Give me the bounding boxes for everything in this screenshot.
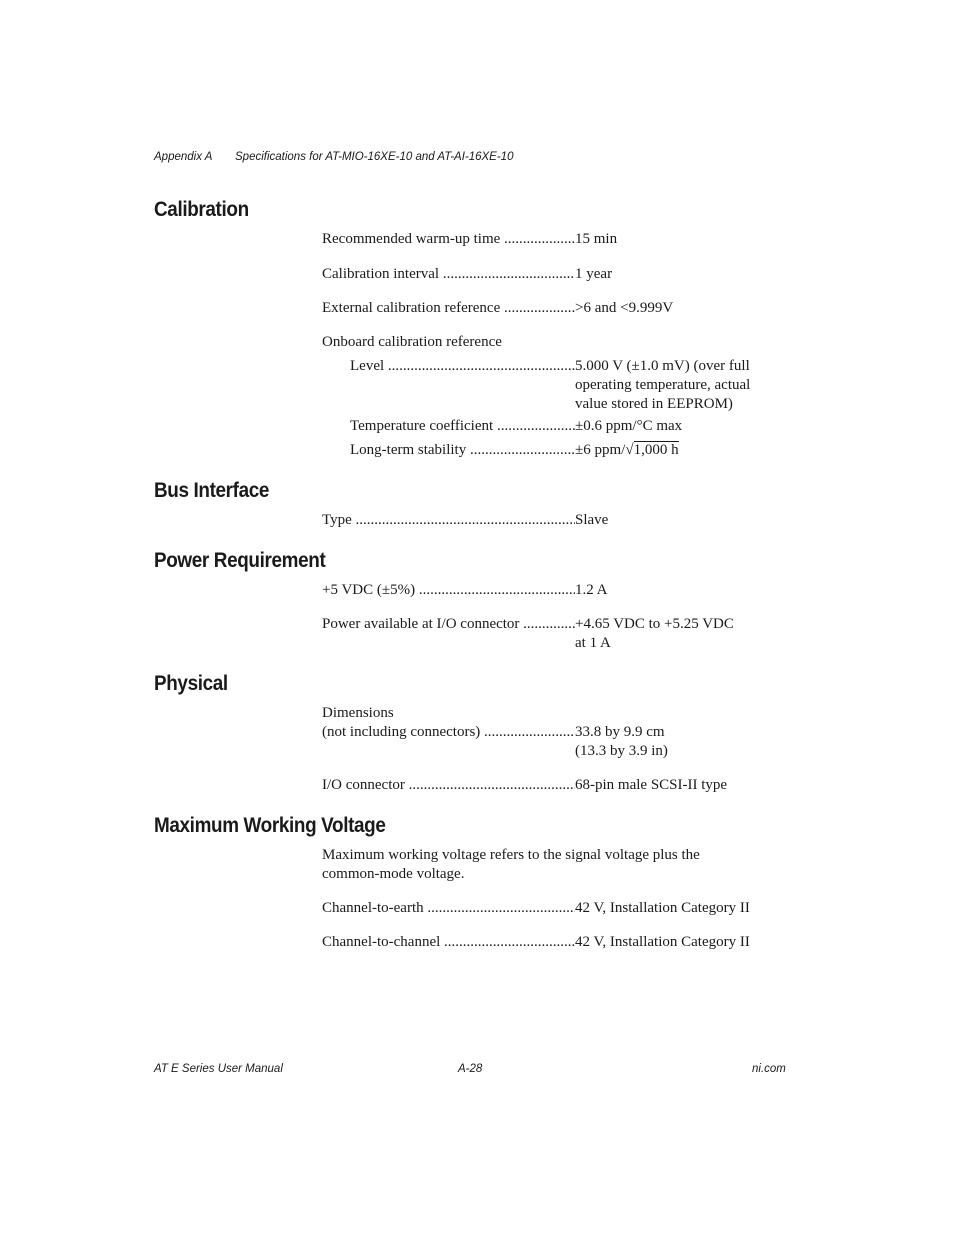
spec-label: Recommended warm-up time ..... bbox=[322, 230, 575, 249]
spec-label: Level ..... bbox=[350, 357, 575, 376]
spec-label: Long-term stability ..... bbox=[350, 441, 575, 460]
spec-value: 68-pin male SCSI-II type bbox=[575, 777, 728, 793]
section-title-bus-interface: Bus Interface bbox=[154, 479, 270, 502]
spec-value: >6 and <9.999V bbox=[575, 300, 674, 316]
subheading-dimensions: Dimensions bbox=[322, 705, 394, 721]
stability-prefix: ±6 ppm/ bbox=[575, 442, 626, 458]
spec-value-line: 5.000 V (±1.0 mV) (over full bbox=[575, 358, 750, 374]
spec-label: Channel-to-channel ..... bbox=[322, 933, 575, 952]
spec-value: Slave bbox=[575, 512, 609, 528]
footer-website: ni.com bbox=[752, 1063, 786, 1075]
spec-value: 42 V, Installation Category II bbox=[575, 900, 750, 916]
voltage-description-line: Maximum working voltage refers to the signal voltage plus the bbox=[322, 847, 700, 863]
stability-radicand: 1,000 h bbox=[633, 442, 679, 458]
spec-value: 1.2 A bbox=[575, 582, 608, 598]
spec-value-line: operating temperature, actual bbox=[575, 377, 751, 393]
spec-value: 1 year bbox=[575, 266, 613, 282]
spec-label: Channel-to-earth ..... bbox=[322, 899, 575, 918]
spec-value-line: 33.8 by 9.9 cm bbox=[575, 724, 665, 740]
spec-value-line: (13.3 by 3.9 in) bbox=[575, 743, 668, 759]
spec-value: ±0.6 ppm/°C max bbox=[575, 418, 683, 434]
spec-label: (not including connectors) ..... bbox=[322, 723, 575, 742]
spec-value-line: +4.65 VDC to +5.25 VDC bbox=[575, 616, 734, 632]
section-title-max-working-voltage: Maximum Working Voltage bbox=[154, 814, 386, 837]
section-title-physical: Physical bbox=[154, 672, 228, 695]
spec-label: Type ..... bbox=[322, 511, 575, 530]
spec-value-line: at 1 A bbox=[575, 635, 611, 651]
square-root-icon: √ bbox=[625, 442, 634, 458]
spec-label: External calibration reference ..... bbox=[322, 299, 575, 318]
spec-value: 42 V, Installation Category II bbox=[575, 934, 750, 950]
spec-label: +5 VDC (±5%) ..... bbox=[322, 581, 575, 600]
spec-label: I/O connector ..... bbox=[322, 776, 575, 795]
subheading-onboard-reference: Onboard calibration reference bbox=[322, 334, 502, 350]
running-header-title: Specifications for AT-MIO-16XE-10 and AT-AI-16XE-10 bbox=[235, 151, 514, 163]
spec-label: Power available at I/O connector ..... bbox=[322, 615, 575, 634]
voltage-description-line: common-mode voltage. bbox=[322, 866, 465, 882]
spec-label: Temperature coefficient ..... bbox=[350, 417, 575, 436]
footer-manual-title: AT E Series User Manual bbox=[154, 1063, 283, 1075]
footer-page-number: A-28 bbox=[458, 1063, 483, 1075]
running-header-appendix: Appendix A bbox=[154, 151, 213, 163]
spec-value: 15 min bbox=[575, 231, 618, 247]
spec-label: Calibration interval ..... bbox=[322, 265, 575, 284]
spec-value-line: value stored in EEPROM) bbox=[575, 396, 733, 412]
section-title-calibration: Calibration bbox=[154, 198, 249, 221]
section-title-power-requirement: Power Requirement bbox=[154, 549, 326, 572]
spec-value bbox=[575, 441, 679, 460]
